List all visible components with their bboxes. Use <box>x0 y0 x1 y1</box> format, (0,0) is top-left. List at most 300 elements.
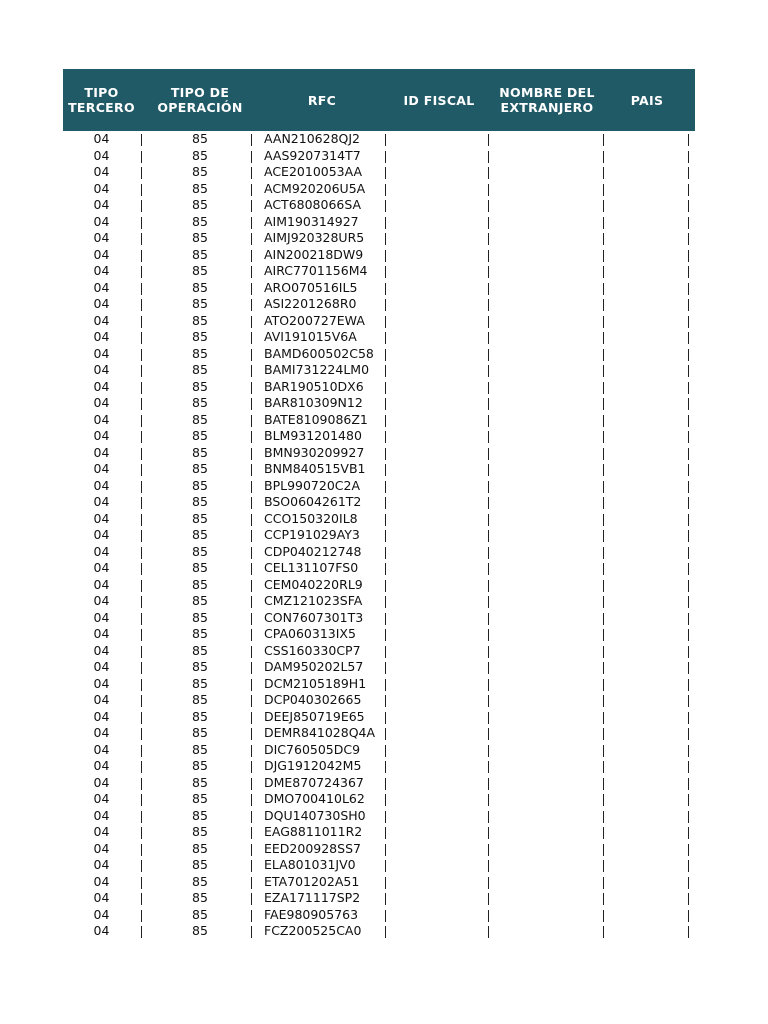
column-separator <box>141 844 142 856</box>
cell-tipo-operacion: 85 <box>192 890 208 905</box>
column-separator <box>688 514 689 526</box>
column-separator <box>385 893 386 905</box>
column-separator <box>141 745 142 757</box>
table-row <box>63 412 695 429</box>
column-separator <box>603 893 604 905</box>
column-separator <box>251 563 252 575</box>
cell-tipo-tercero: 04 <box>93 692 110 707</box>
column-separator <box>251 646 252 658</box>
cell-tipo-tercero: 04 <box>93 164 110 179</box>
column-separator <box>688 464 689 476</box>
column-separator <box>251 629 252 641</box>
cell-tipo-tercero: 04 <box>93 213 110 229</box>
header-rfc: RFC <box>307 92 337 108</box>
cell-tipo-tercero: 04 <box>93 741 110 757</box>
column-separator <box>141 563 142 575</box>
column-separator <box>688 448 689 460</box>
table-row <box>63 890 695 907</box>
cell-tipo-tercero: 04 <box>93 906 110 922</box>
column-separator <box>141 184 142 196</box>
column-separator <box>141 761 142 773</box>
column-separator <box>385 679 386 691</box>
table-row <box>63 824 695 841</box>
column-separator <box>385 695 386 707</box>
column-separator <box>488 679 489 691</box>
column-separator <box>488 761 489 773</box>
cell-rfc: DQU140730SH0 <box>264 807 366 823</box>
column-separator <box>603 860 604 872</box>
column-separator <box>603 233 604 245</box>
column-separator <box>141 332 142 344</box>
column-separator <box>688 646 689 658</box>
cell-tipo-tercero: 04 <box>93 824 110 839</box>
column-separator <box>251 415 252 427</box>
column-separator <box>141 464 142 476</box>
column-separator <box>488 745 489 757</box>
column-separator <box>603 217 604 229</box>
column-separator <box>688 415 689 427</box>
column-separator <box>488 563 489 575</box>
cell-tipo-tercero: 04 <box>93 230 110 245</box>
cell-tipo-operacion: 85 <box>192 758 208 773</box>
column-separator <box>688 481 689 493</box>
column-separator <box>385 184 386 196</box>
cell-tipo-operacion: 85 <box>192 461 208 476</box>
table-row <box>63 857 695 874</box>
cell-rfc: BSO0604261T2 <box>264 494 362 509</box>
column-separator <box>488 712 489 724</box>
cell-rfc: EZA171117SP2 <box>264 890 361 905</box>
column-separator <box>488 530 489 542</box>
column-separator <box>251 844 252 856</box>
column-separator <box>688 860 689 872</box>
cell-tipo-tercero: 04 <box>93 659 110 674</box>
cell-tipo-operacion: 85 <box>192 527 208 542</box>
cell-tipo-operacion: 85 <box>192 774 208 790</box>
column-separator <box>141 893 142 905</box>
cell-tipo-tercero: 04 <box>93 840 110 856</box>
column-separator <box>141 547 142 559</box>
column-separator <box>688 134 689 146</box>
column-separator <box>251 530 252 542</box>
cell-tipo-tercero: 04 <box>93 131 110 146</box>
column-separator <box>385 778 386 790</box>
table-row <box>63 395 695 412</box>
table-row <box>63 841 695 858</box>
column-separator <box>488 844 489 856</box>
table-row <box>63 362 695 379</box>
table-row <box>63 742 695 759</box>
cell-tipo-operacion: 85 <box>192 395 208 410</box>
column-separator <box>688 580 689 592</box>
table-row <box>63 346 695 363</box>
cell-rfc: DCP040302665 <box>264 692 362 707</box>
column-separator <box>141 250 142 262</box>
cell-tipo-operacion: 85 <box>192 741 208 757</box>
cell-tipo-operacion: 85 <box>192 312 208 328</box>
column-separator <box>251 349 252 361</box>
cell-rfc: FCZ200525CA0 <box>264 923 362 938</box>
column-separator <box>488 365 489 377</box>
column-separator <box>141 910 142 922</box>
column-separator <box>488 580 489 592</box>
column-separator <box>488 167 489 179</box>
cell-tipo-tercero: 04 <box>93 345 110 361</box>
cell-rfc: ETA701202A51 <box>264 873 360 889</box>
column-separator <box>385 580 386 592</box>
column-separator <box>688 563 689 575</box>
column-separator <box>603 629 604 641</box>
column-separator <box>141 613 142 625</box>
cell-tipo-operacion: 85 <box>192 576 208 592</box>
column-separator <box>385 745 386 757</box>
cell-tipo-operacion: 85 <box>192 230 208 245</box>
cell-tipo-operacion: 85 <box>192 296 208 311</box>
column-separator <box>688 382 689 394</box>
column-separator <box>251 481 252 493</box>
table-row <box>63 808 695 825</box>
column-separator <box>688 167 689 179</box>
table-row <box>63 874 695 891</box>
cell-rfc: ASI2201268R0 <box>264 296 357 311</box>
column-separator <box>251 811 252 823</box>
table-row <box>63 494 695 511</box>
cell-rfc: BNM840515VB1 <box>264 461 366 476</box>
column-separator <box>603 596 604 608</box>
column-separator <box>251 877 252 889</box>
cell-tipo-operacion: 85 <box>192 906 208 922</box>
cell-tipo-tercero: 04 <box>93 444 110 460</box>
table-row <box>63 263 695 280</box>
column-separator <box>488 778 489 790</box>
column-separator <box>688 283 689 295</box>
column-separator <box>688 151 689 163</box>
cell-rfc: AIM190314927 <box>264 213 359 229</box>
column-separator <box>251 580 252 592</box>
column-separator <box>251 827 252 839</box>
column-separator <box>385 530 386 542</box>
cell-tipo-tercero: 04 <box>93 147 110 163</box>
column-separator <box>603 184 604 196</box>
cell-tipo-operacion: 85 <box>192 263 208 278</box>
cell-rfc: ACE2010053AA <box>264 164 363 179</box>
column-separator <box>141 481 142 493</box>
column-separator <box>688 316 689 328</box>
cell-tipo-tercero: 04 <box>93 395 110 410</box>
column-separator <box>385 728 386 740</box>
table-row <box>63 577 695 594</box>
column-separator <box>385 200 386 212</box>
column-separator <box>488 200 489 212</box>
column-separator <box>488 448 489 460</box>
column-separator <box>488 910 489 922</box>
column-separator <box>688 497 689 509</box>
column-separator <box>385 299 386 311</box>
column-separator <box>251 266 252 278</box>
column-separator <box>603 926 604 938</box>
column-separator <box>251 134 252 146</box>
table-row <box>63 214 695 231</box>
column-separator <box>251 217 252 229</box>
table-row <box>63 527 695 544</box>
column-separator <box>141 134 142 146</box>
column-separator <box>488 497 489 509</box>
column-separator <box>385 646 386 658</box>
cell-tipo-operacion: 85 <box>192 692 208 707</box>
cell-tipo-tercero: 04 <box>93 428 110 443</box>
column-separator <box>488 877 489 889</box>
cell-tipo-operacion: 85 <box>192 197 208 212</box>
cell-tipo-tercero: 04 <box>93 461 110 476</box>
table-row <box>63 643 695 660</box>
column-separator <box>385 794 386 806</box>
column-separator <box>251 167 252 179</box>
table-row <box>63 923 695 940</box>
cell-tipo-operacion: 85 <box>192 164 208 179</box>
column-separator <box>488 134 489 146</box>
column-separator <box>688 679 689 691</box>
column-separator <box>385 365 386 377</box>
column-separator <box>603 778 604 790</box>
cell-rfc: AIN200218DW9 <box>264 246 364 262</box>
column-separator <box>603 415 604 427</box>
column-separator <box>688 365 689 377</box>
column-separator <box>251 299 252 311</box>
cell-tipo-tercero: 04 <box>93 609 110 625</box>
cell-tipo-operacion: 85 <box>192 510 208 526</box>
cell-tipo-tercero: 04 <box>93 197 110 212</box>
cell-tipo-tercero: 04 <box>93 378 110 394</box>
cell-tipo-tercero: 04 <box>93 362 110 377</box>
cell-rfc: DMO700410L62 <box>264 791 365 806</box>
column-separator <box>251 926 252 938</box>
column-separator <box>688 266 689 278</box>
column-separator <box>688 398 689 410</box>
column-separator <box>251 464 252 476</box>
column-separator <box>385 217 386 229</box>
column-separator <box>603 431 604 443</box>
column-separator <box>603 761 604 773</box>
column-separator <box>688 613 689 625</box>
column-separator <box>603 365 604 377</box>
cell-tipo-tercero: 04 <box>93 807 110 823</box>
cell-tipo-operacion: 85 <box>192 444 208 460</box>
column-separator <box>488 811 489 823</box>
column-separator <box>141 728 142 740</box>
column-separator <box>688 662 689 674</box>
column-separator <box>603 299 604 311</box>
column-separator <box>688 761 689 773</box>
column-separator <box>603 844 604 856</box>
cell-rfc: ACM920206U5A <box>264 180 366 196</box>
table-row <box>63 791 695 808</box>
column-separator <box>603 464 604 476</box>
column-separator <box>488 349 489 361</box>
column-separator <box>688 745 689 757</box>
column-separator <box>688 728 689 740</box>
column-separator <box>603 398 604 410</box>
column-separator <box>251 860 252 872</box>
column-separator <box>251 547 252 559</box>
column-separator <box>385 827 386 839</box>
cell-tipo-tercero: 04 <box>93 708 110 724</box>
column-separator <box>488 266 489 278</box>
cell-rfc: AAN210628QJ2 <box>264 131 360 146</box>
cell-tipo-tercero: 04 <box>93 890 110 905</box>
column-separator <box>688 695 689 707</box>
table-row <box>63 230 695 247</box>
column-separator <box>141 514 142 526</box>
column-separator <box>688 332 689 344</box>
column-separator <box>385 431 386 443</box>
column-separator <box>488 332 489 344</box>
column-separator <box>688 827 689 839</box>
column-separator <box>603 728 604 740</box>
column-separator <box>603 794 604 806</box>
column-separator <box>141 596 142 608</box>
column-separator <box>688 811 689 823</box>
column-separator <box>488 283 489 295</box>
column-separator <box>141 497 142 509</box>
column-separator <box>141 646 142 658</box>
column-separator <box>141 679 142 691</box>
cell-rfc: DEEJ850719E65 <box>264 708 365 724</box>
column-separator <box>385 415 386 427</box>
cell-tipo-operacion: 85 <box>192 362 208 377</box>
column-separator <box>385 563 386 575</box>
cell-rfc: CEL131107FS0 <box>264 560 359 575</box>
cell-rfc: AIMJ920328UR5 <box>264 230 365 245</box>
column-separator <box>251 712 252 724</box>
cell-rfc: ARO070516IL5 <box>264 279 358 295</box>
column-separator <box>251 662 252 674</box>
column-separator <box>385 926 386 938</box>
column-separator <box>251 250 252 262</box>
column-separator <box>488 514 489 526</box>
cell-tipo-tercero: 04 <box>93 774 110 790</box>
cell-tipo-tercero: 04 <box>93 791 110 806</box>
column-separator <box>141 877 142 889</box>
column-separator <box>385 596 386 608</box>
table-row <box>63 313 695 330</box>
column-separator <box>251 778 252 790</box>
column-separator <box>603 679 604 691</box>
column-separator <box>141 431 142 443</box>
column-separator <box>603 514 604 526</box>
cell-tipo-operacion: 85 <box>192 873 208 889</box>
column-separator <box>603 547 604 559</box>
table-row <box>63 296 695 313</box>
column-separator <box>603 877 604 889</box>
cell-tipo-operacion: 85 <box>192 659 208 674</box>
cell-tipo-tercero: 04 <box>93 642 110 658</box>
column-separator <box>141 233 142 245</box>
column-separator <box>385 167 386 179</box>
column-separator <box>251 382 252 394</box>
column-separator <box>488 316 489 328</box>
cell-tipo-tercero: 04 <box>93 857 110 872</box>
column-separator <box>385 481 386 493</box>
column-separator <box>385 497 386 509</box>
column-separator <box>688 778 689 790</box>
table-row <box>63 610 695 627</box>
table-row <box>63 181 695 198</box>
column-separator <box>688 712 689 724</box>
column-separator <box>141 629 142 641</box>
cell-tipo-tercero: 04 <box>93 510 110 526</box>
cell-rfc: BLM931201480 <box>264 428 362 443</box>
column-separator <box>141 151 142 163</box>
cell-tipo-operacion: 85 <box>192 213 208 229</box>
column-separator <box>251 283 252 295</box>
cell-rfc: CEM040220RL9 <box>264 576 363 592</box>
column-separator <box>603 382 604 394</box>
column-separator <box>488 217 489 229</box>
cell-rfc: BPL990720C2A <box>264 477 361 493</box>
column-separator <box>251 613 252 625</box>
column-separator <box>688 200 689 212</box>
column-separator <box>385 860 386 872</box>
cell-tipo-operacion: 85 <box>192 642 208 658</box>
column-separator <box>688 910 689 922</box>
cell-tipo-operacion: 85 <box>192 593 208 608</box>
column-separator <box>688 926 689 938</box>
table-row <box>63 461 695 478</box>
table-row <box>63 197 695 214</box>
header-tipo-operacion: TIPO DE OPERACIÓN <box>157 85 243 115</box>
column-separator <box>603 349 604 361</box>
table-row <box>63 676 695 693</box>
column-separator <box>688 844 689 856</box>
cell-tipo-tercero: 04 <box>93 527 110 542</box>
column-separator <box>603 332 604 344</box>
table-row <box>63 758 695 775</box>
column-separator <box>688 877 689 889</box>
column-separator <box>141 382 142 394</box>
cell-tipo-operacion: 85 <box>192 857 208 872</box>
column-separator <box>141 662 142 674</box>
cell-tipo-tercero: 04 <box>93 758 110 773</box>
table-row <box>63 692 695 709</box>
column-separator <box>251 497 252 509</box>
column-separator <box>603 827 604 839</box>
table-row <box>63 544 695 561</box>
cell-tipo-operacion: 85 <box>192 543 208 559</box>
column-separator <box>488 431 489 443</box>
column-separator <box>488 233 489 245</box>
cell-tipo-operacion: 85 <box>192 180 208 196</box>
column-separator <box>688 794 689 806</box>
column-separator <box>385 613 386 625</box>
column-separator <box>488 415 489 427</box>
column-separator <box>385 844 386 856</box>
cell-rfc: EAG8811011R2 <box>264 824 363 839</box>
column-separator <box>385 233 386 245</box>
column-separator <box>251 431 252 443</box>
table-row <box>63 659 695 676</box>
column-separator <box>251 184 252 196</box>
column-separator <box>141 200 142 212</box>
column-separator <box>141 695 142 707</box>
column-separator <box>688 349 689 361</box>
column-separator <box>385 547 386 559</box>
column-separator <box>688 547 689 559</box>
column-separator <box>141 167 142 179</box>
column-separator <box>251 893 252 905</box>
column-separator <box>488 794 489 806</box>
cell-tipo-operacion: 85 <box>192 824 208 839</box>
cell-rfc: CON7607301T3 <box>264 609 364 625</box>
